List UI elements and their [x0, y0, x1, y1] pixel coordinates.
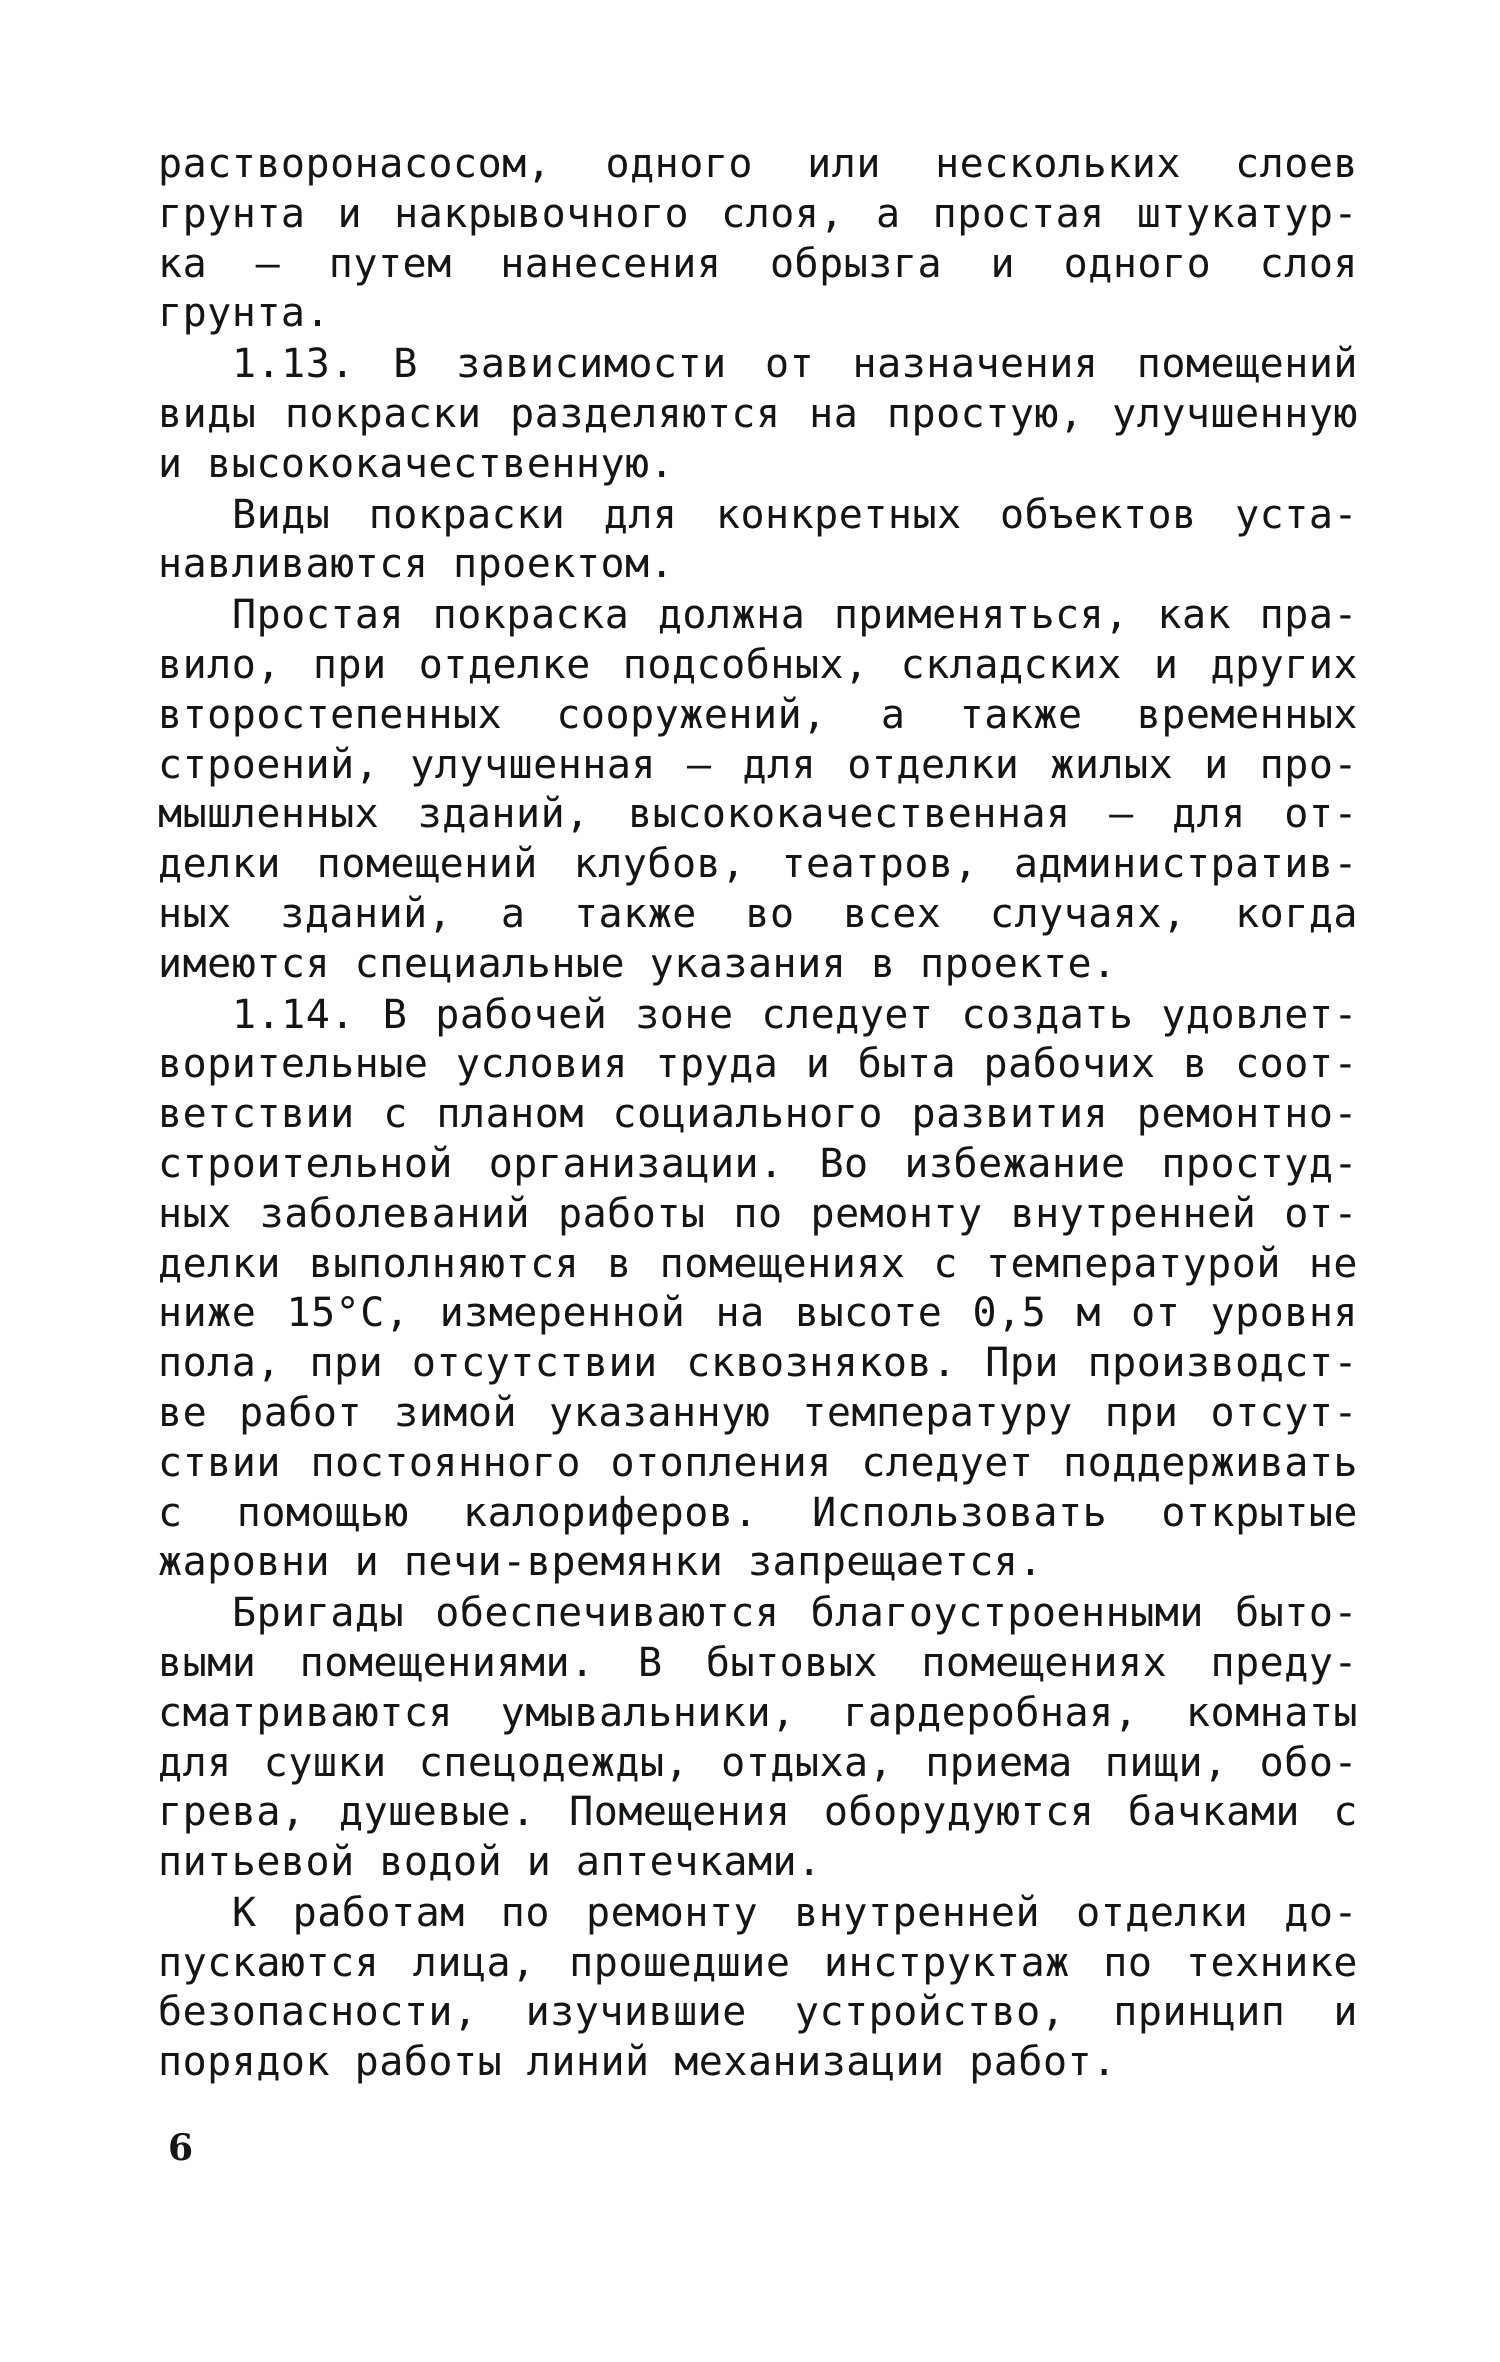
text-line: виды покраски разделяются на простую, улучшенную	[158, 390, 1358, 437]
text-line: грева, душевые. Помещения оборудуются бачками с	[158, 1789, 1358, 1836]
text-line: строительной организации. Во избежание простуд-	[158, 1140, 1358, 1187]
text-line: Виды покраски для конкретных объектов уста-	[232, 491, 1358, 538]
text-line: ве работ зимой указанную температуру при отсут-	[158, 1389, 1358, 1436]
text-line: мышленных зданий, высококачественная — для от-	[158, 791, 1358, 838]
text-line: ствии постоянного отопления следует поддерживать	[158, 1439, 1358, 1486]
paragraph-simple-paint	[158, 591, 1358, 989]
text-line: ных зданий, а также во всех случаях, когда	[158, 890, 1358, 937]
text-line: сматриваются умывальники, гардеробная, комнаты	[158, 1689, 1358, 1736]
text-line: ниже 15°С, измеренной на высоте 0,5 м от уровня	[158, 1290, 1358, 1337]
text-line: грунта.	[158, 290, 331, 337]
paragraph-admission	[158, 1889, 1358, 2088]
text-line: выми помещениями. В бытовых помещениях преду-	[158, 1639, 1358, 1686]
text-line: ных заболеваний работы по ремонту внутренней от-	[158, 1190, 1358, 1237]
page-number: 6	[168, 2127, 194, 2169]
paragraph-brigades	[158, 1589, 1358, 1888]
text-line: ветствии с планом социального развития ремонтно-	[158, 1091, 1358, 1138]
text-line: 1.13. В зависимости от назначения помещений	[232, 341, 1358, 388]
text-line: Простая покраска должна применяться, как пра-	[232, 592, 1358, 639]
text-line: вило, при отделке подсобных, складских и других	[158, 641, 1358, 688]
text-line: навливаются проектом.	[158, 541, 675, 588]
paragraph-paint-types	[158, 491, 1358, 591]
text-line: с помощью калориферов. Использовать открытые	[158, 1489, 1358, 1536]
text-line: питьевой водой и аптечками.	[158, 1839, 822, 1886]
text-line: ворительные условия труда и быта рабочих в соот-	[158, 1041, 1358, 1088]
paragraph-plaster-continuation	[158, 140, 1358, 339]
text-line: делки выполняются в помещениях с температурой не	[158, 1240, 1358, 1287]
text-line: 1.14. В рабочей зоне следует создать удовлет-	[232, 991, 1358, 1038]
text-line: делки помещений клубов, театров, административ-	[158, 841, 1358, 888]
text-line: грунта и накрывочного слоя, а простая штукатур-	[158, 190, 1358, 237]
paragraph-1-14	[158, 991, 1358, 1589]
text-line: строений, улучшенная — для отделки жилых и про-	[158, 741, 1358, 788]
text-line: пускаются лица, прошедшие инструктаж по технике	[158, 1939, 1358, 1986]
text-line: жаровни и печи-времянки запрещается.	[158, 1539, 1043, 1586]
text-line: имеются специальные указания в проекте.	[158, 940, 1117, 987]
text-line: растворонасосом, одного или нескольких слоев	[158, 141, 1358, 187]
text-line: второстепенных сооружений, а также временных	[158, 691, 1358, 738]
text-line: пола, при отсутствии сквозняков. При производст-	[158, 1340, 1358, 1387]
paragraph-1-13	[158, 340, 1358, 489]
text-line: безопасности, изучившие устройство, принцип и	[158, 1989, 1358, 2036]
text-line: Бригады обеспечиваются благоустроенными быто-	[232, 1590, 1358, 1637]
text-line: для сушки спецодежды, отдыха, приема пищи, обо-	[158, 1739, 1358, 1786]
text-line: ка — путем нанесения обрызга и одного слоя	[158, 240, 1358, 287]
body-text	[158, 140, 1358, 2089]
text-line: и высококачественную.	[158, 440, 675, 487]
text-line: К работам по ремонту внутренней отделки до-	[232, 1889, 1358, 1936]
text-line: порядок работы линий механизации работ.	[158, 2039, 1117, 2086]
